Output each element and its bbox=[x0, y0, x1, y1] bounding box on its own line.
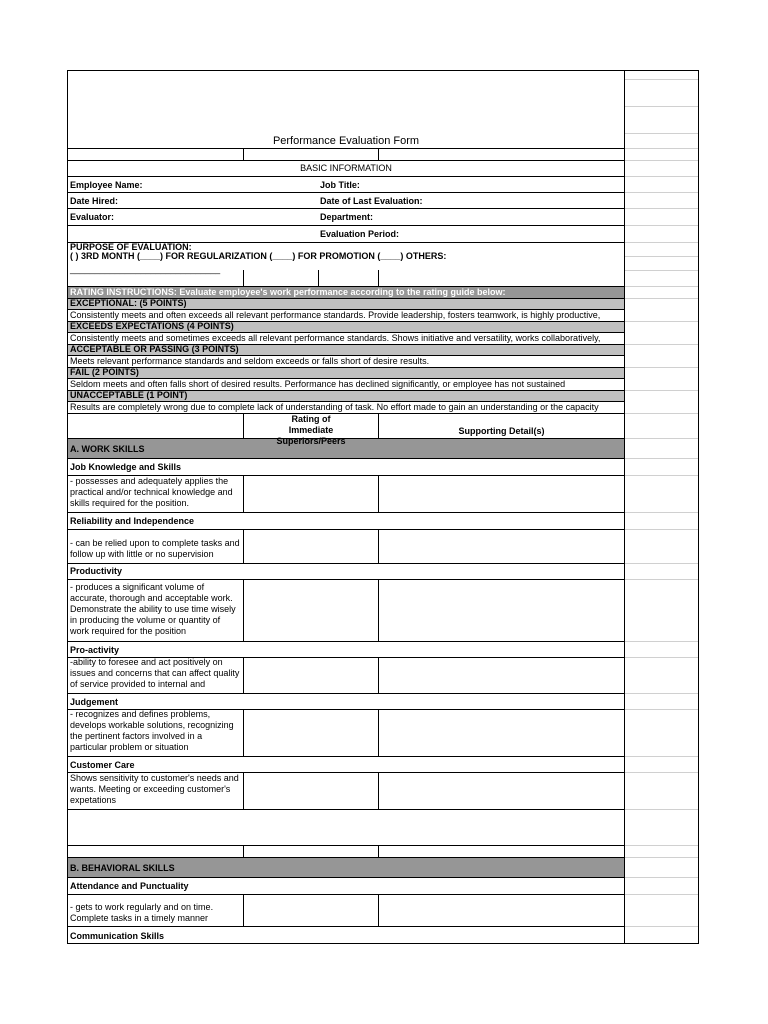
purpose-options[interactable]: ( ) 3RD MONTH (____) FOR REGULARIZATION (____) FOR PROMOTION (____) OTHERS: bbox=[70, 251, 447, 261]
detail-cell[interactable] bbox=[379, 710, 624, 756]
skill-description: - produces a significant volume of accurate, thorough and acceptable work. Demonstrate the ability to use time wisely in producing the volume or quantity of work required for the position bbox=[70, 582, 236, 636]
supporting-detail-column-header: Supporting Detail(s) bbox=[458, 426, 545, 436]
evaluator-label: Evaluator: bbox=[70, 212, 115, 222]
rating-instructions: RATING INSTRUCTIONS: Evaluate employee's work performance according to the rating guide below: bbox=[70, 287, 506, 297]
skill-title: Productivity bbox=[70, 566, 123, 576]
skill-description: Shows sensitivity to customer's needs and wants. Meeting or exceeding customer's expetations bbox=[70, 773, 239, 805]
skill-title: Communication Skills bbox=[70, 931, 165, 941]
detail-cell[interactable] bbox=[379, 658, 624, 693]
skill-title: Job Knowledge and Skills bbox=[70, 462, 182, 472]
level-name: FAIL (2 POINTS) bbox=[70, 367, 139, 377]
level-description: Consistently meets and often exceeds all relevant performance standards. Provide leadership, fosters teamwork, is highly productive, bbox=[70, 310, 601, 320]
basic-information-heading: BASIC INFORMATION bbox=[300, 163, 392, 173]
rating-column-header: Rating of Immediate Superiors/Peers bbox=[276, 414, 346, 446]
level-name: EXCEEDS EXPECTATIONS (4 POINTS) bbox=[70, 321, 234, 331]
skill-title: Reliability and Independence bbox=[70, 516, 195, 526]
level-description: Seldom meets and often falls short of desired results. Performance has declined significantly, or employee has not sustained bbox=[70, 379, 566, 389]
detail-cell[interactable] bbox=[379, 530, 624, 563]
skill-description: - possesses and adequately applies the practical and/or technical knowledge and skills required for the position. bbox=[70, 476, 233, 508]
rating-cell[interactable] bbox=[244, 773, 378, 809]
skill-description: - recognizes and defines problems, develops workable solutions, recognizing the pertinent factors involved in a particular problem or situation bbox=[70, 709, 234, 752]
skill-description: - gets to work regularly and on time. Complete tasks in a timely manner bbox=[70, 902, 214, 923]
rating-cell[interactable] bbox=[244, 895, 378, 926]
job-title-label: Job Title: bbox=[320, 180, 360, 190]
department-label: Department: bbox=[320, 212, 374, 222]
employee-name-label: Employee Name: bbox=[70, 180, 143, 190]
skill-title: Pro-activity bbox=[70, 645, 120, 655]
rating-cell[interactable] bbox=[244, 530, 378, 563]
level-name: ACCEPTABLE OR PASSING (3 POINTS) bbox=[70, 344, 239, 354]
level-description: Consistently meets and sometimes exceeds all relevant performance standards. Shows initiative and versatility, works collaboratively, bbox=[70, 333, 601, 343]
skill-title: Customer Care bbox=[70, 760, 135, 770]
level-description: Results are completely wrong due to complete lack of understanding of task. No effort made to gain an understanding or the capacity bbox=[70, 402, 599, 412]
purpose-label: PURPOSE OF EVALUATION: bbox=[70, 242, 192, 252]
level-name: UNACCEPTABLE (1 POINT) bbox=[70, 390, 188, 400]
skill-title: Judgement bbox=[70, 697, 119, 707]
level-name: EXCEPTIONAL: (5 POINTS) bbox=[70, 298, 187, 308]
rating-cell[interactable] bbox=[244, 580, 378, 641]
purpose-others-blank[interactable]: ______________________________ bbox=[70, 264, 221, 274]
last-evaluation-label: Date of Last Evaluation: bbox=[320, 196, 423, 206]
level-description: Meets relevant performance standards and seldom exceeds or falls short of desire results. bbox=[70, 356, 430, 366]
skill-title: Attendance and Punctuality bbox=[70, 881, 189, 891]
detail-cell[interactable] bbox=[379, 476, 624, 512]
detail-cell[interactable] bbox=[379, 773, 624, 809]
rating-cell[interactable] bbox=[244, 658, 378, 693]
behavioral-skills-header: B. BEHAVIORAL SKILLS bbox=[70, 863, 175, 873]
rating-cell[interactable] bbox=[244, 710, 378, 756]
skill-description: - can be relied upon to complete tasks and follow up with little or no supervision bbox=[70, 538, 240, 559]
rating-cell[interactable] bbox=[244, 476, 378, 512]
work-skills-header: A. WORK SKILLS bbox=[70, 444, 145, 454]
detail-cell[interactable] bbox=[379, 895, 624, 926]
detail-cell[interactable] bbox=[379, 580, 624, 641]
level-band-fail bbox=[68, 367, 624, 378]
form-title: Performance Evaluation Form bbox=[272, 135, 420, 147]
evaluation-period-label: Evaluation Period: bbox=[320, 229, 400, 239]
skill-description: -ability to foresee and act positively on issues and concerns that can affect quality of service provided to internal and bbox=[70, 657, 240, 689]
date-hired-label: Date Hired: bbox=[70, 196, 119, 206]
